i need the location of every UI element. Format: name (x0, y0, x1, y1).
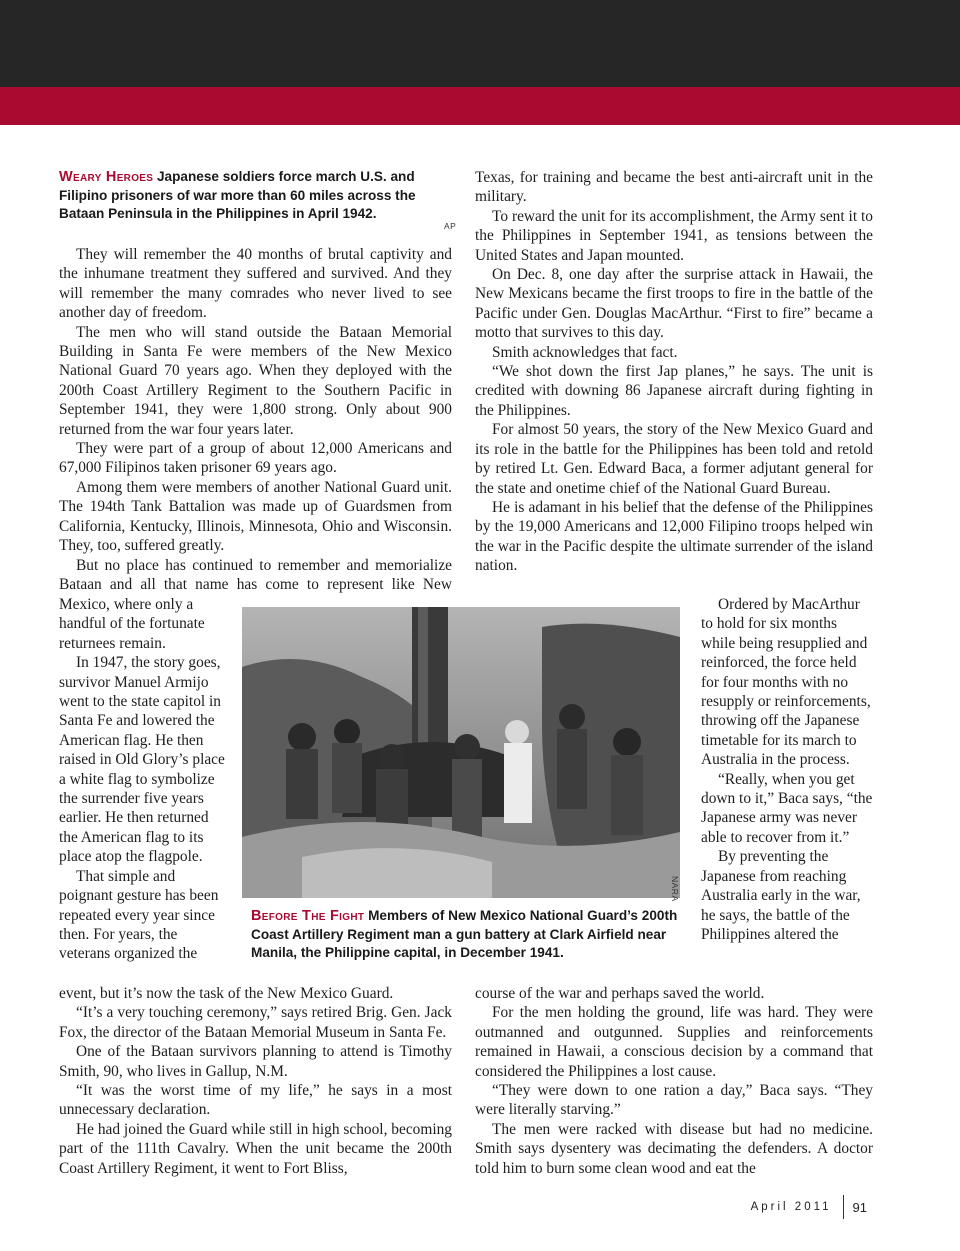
body-paragraph: Texas, for training and became the best anti-aircraft unit in the military. (475, 169, 873, 206)
body-paragraph: Mexico, where only a handful of the fortunate returnees remain. (59, 596, 205, 652)
issue-date: April 2011 (750, 1201, 832, 1213)
body-paragraph: Ordered by MacArthur to hold for six months while being resupplied and reinforced, the force held for four months with no resupply or reinforcements, throwing off the Japanese timetable for its march to Australia in the process. (701, 596, 871, 769)
top-photo-caption (59, 168, 447, 224)
body-paragraph: They will remember the 40 months of brutal captivity and the inhumane treatment they suffered and survived. And they will remember the many comrades who never lived to see another day of freedom. (59, 246, 452, 322)
body-paragraph: “It’s a very touching ceremony,” says retired Brig. Gen. Jack Fox, the director of the Bataan Memorial Museum in Santa Fe. (59, 1004, 452, 1041)
body-paragraph: On Dec. 8, one day after the surprise attack in Hawaii, the New Mexicans became the first troops to fire in the battle of the Pacific under Gen. Douglas MacArthur. “First to fire” became a motto that survives to this day. (475, 266, 873, 342)
body-paragraph: The men were racked with disease but had no medicine. Smith says dysentery was decimating the defenders. A doctor told him to burn some clean wood and eat the (475, 1120, 873, 1177)
left-column-bottom (59, 984, 452, 1178)
body-paragraph: event, but it’s now the task of the New Mexico Guard. (59, 985, 394, 1002)
body-paragraph: For almost 50 years, the story of the New Mexico Guard and its role in the battle for the Philippines has been told and retold by retired Lt. Gen. Edward Baca, a former adjutant general for the state and onetime chief of the National Guard Bureau. (475, 421, 873, 497)
caption-lead: Weary Heroes (59, 169, 154, 185)
body-paragraph: “We shot down the first Jap planes,” he says. The unit is credited with downing 86 Japanese aircraft during fighting in the Philippines. (475, 363, 873, 419)
body-paragraph: But no place has continued to remember and memorialize Bataan and all that name has come to represent like New (59, 556, 452, 593)
gun-battery-photo-art (242, 607, 680, 898)
body-paragraph: He had joined the Guard while still in high school, becoming part of the 111th Cavalry. When the unit became the 200th Coast Artillery Regiment, it went to Fort Bliss, (59, 1120, 452, 1177)
body-paragraph: Smith acknowledges that fact. (492, 343, 678, 361)
photo-caption (251, 907, 681, 963)
body-paragraph: course of the war and perhaps saved the world. (475, 985, 765, 1002)
body-paragraph: “Really, when you get down to it,” Baca says, “the Japanese army was never able to recover from it.” (701, 770, 873, 846)
header-band-red (0, 87, 960, 125)
page-number: 91 (852, 1199, 867, 1215)
body-paragraph: “They were down to one ration a day,” Baca says. “They were literally starving.” (475, 1082, 873, 1119)
right-column-bottom (475, 984, 873, 1178)
body-paragraph: Among them were members of another National Guard unit. The 194th Tank Battalion was made up of Guardsmen from California, Kentucky, Illinois, Minnesota, Ohio and Wisconsin. They, too, suffered greatly. (59, 478, 452, 555)
body-paragraph: By preventing the Japanese from reaching Australia early in the war, he says, the battle of the Philippines altered the (701, 848, 861, 943)
body-paragraph: “It was the worst time of my life,” he says in a most unnecessary declaration. (59, 1082, 452, 1119)
right-column-wrap (701, 595, 873, 944)
gun-battery-photo (242, 607, 680, 898)
photo-credit-nara: NARA (670, 876, 680, 902)
left-column-wrap (59, 595, 225, 964)
body-paragraph: One of the Bataan survivors planning to attend is Timothy Smith, 90, who lives in Gallup, N.M. (59, 1043, 452, 1080)
photo-credit-ap: AP (444, 221, 457, 231)
body-paragraph: To reward the unit for its accomplishment, the Army sent it to the Philippines in September 1941, as tensions between the United States and Japan mounted. (475, 207, 873, 264)
body-paragraph: The men who will stand outside the Bataan Memorial Building in Santa Fe were members of the New Mexico National Guard 70 years ago. When they deployed with the 200th Coast Artillery Regiment to the Southern Pacific in September 1941, they were 1,800 strong. Only about 900 returned from the war four years later. (59, 323, 452, 438)
caption-text: Members of New Mexico National Guard’s 200th Coast Artillery Regiment man a gun battery at Clark Airfield near Manila, the Philippine capital, in December 1941. (251, 908, 678, 961)
header-band-dark (0, 0, 960, 87)
footer-divider (843, 1195, 844, 1219)
body-paragraph: That simple and poignant gesture has been repeated every year since then. For years, the veterans organized the (59, 867, 219, 963)
body-paragraph: In 1947, the story goes, survivor Manuel Armijo went to the state capitol in Santa Fe and lowered the American flag. He then raised in Old Glory’s place a white flag to symbolize the surrender five years earlier. He then returned the American flag to its place atop the flagpole. (59, 654, 225, 866)
page-footer (751, 1195, 867, 1219)
body-paragraph: He is adamant in his belief that the defense of the Philippines by the 19,000 Americans and 12,000 Filipino troops helped win the war in the Pacific despite the ultimate surrender of the island nation. (475, 498, 873, 575)
caption-text: Japanese soldiers force march U.S. and Filipino prisoners of war more than 60 miles across the Bataan Peninsula in the Philippines in April 1942. (59, 169, 416, 222)
body-paragraph: They were part of a group of about 12,000 Americans and 67,000 Filipinos taken prisoner 69 years ago. (59, 440, 452, 477)
right-column-top (475, 168, 873, 576)
caption-lead: Before The Fight (251, 908, 365, 924)
left-column-top (59, 245, 452, 594)
body-paragraph: For the men holding the ground, life was hard. They were outmanned and outgunned. Supplies and reinforcements remained in Hawaii, a conscious decision by a command that considered the Philippines a lost cause. (475, 1004, 873, 1080)
